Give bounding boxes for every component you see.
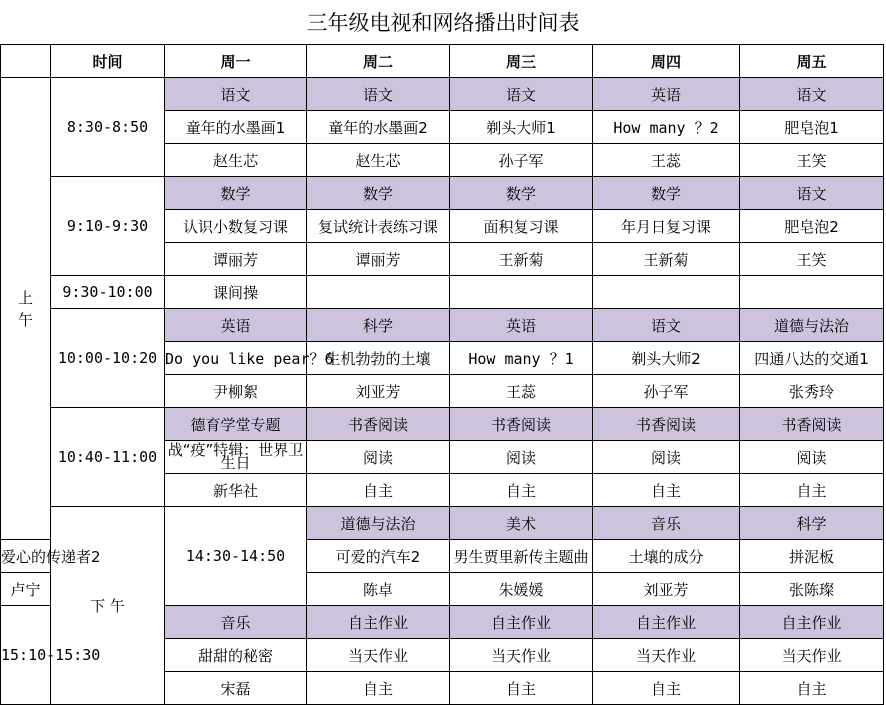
header-tue: 周二 bbox=[307, 45, 450, 78]
header-thu: 周四 bbox=[593, 45, 740, 78]
subject-cell: 英语 bbox=[450, 309, 593, 342]
teacher-cell: 自主 bbox=[593, 672, 740, 705]
header-row bbox=[1, 45, 884, 78]
schedule-table bbox=[0, 44, 884, 705]
lesson-cell: 认识小数复习课 bbox=[165, 210, 307, 243]
empty-cell bbox=[593, 276, 740, 309]
teacher-cell: 卢宁 bbox=[1, 573, 51, 606]
subject-cell: 自主作业 bbox=[307, 606, 450, 639]
lesson-cell: 四通八达的交通1 bbox=[740, 342, 884, 375]
afternoon-label: 下 午 bbox=[51, 507, 165, 705]
break-cell: 课间操 bbox=[165, 276, 307, 309]
lesson-cell: 阅读 bbox=[740, 441, 884, 474]
table-row bbox=[1, 507, 884, 540]
subject-cell: 数学 bbox=[165, 177, 307, 210]
lesson-cell: 年月日复习课 bbox=[593, 210, 740, 243]
lesson-cell: 拼泥板 bbox=[740, 540, 884, 573]
lesson-cell: 阅读 bbox=[307, 441, 450, 474]
lesson-cell: Do you like pear？6 bbox=[165, 342, 307, 375]
empty-cell bbox=[740, 276, 884, 309]
teacher-cell: 自主 bbox=[740, 474, 884, 507]
lesson-cell: 甜甜的秘密 bbox=[165, 639, 307, 672]
lesson-cell: 男生贾里新传主题曲 bbox=[450, 540, 593, 573]
table-row bbox=[1, 177, 884, 210]
time-cell: 10:00-10:20 bbox=[51, 309, 165, 408]
subject-cell: 英语 bbox=[593, 78, 740, 111]
teacher-cell: 张秀玲 bbox=[740, 375, 884, 408]
empty-cell bbox=[450, 276, 593, 309]
subject-cell: 音乐 bbox=[593, 507, 740, 540]
lesson-cell: 当天作业 bbox=[740, 639, 884, 672]
table-row bbox=[1, 309, 884, 342]
table-row bbox=[1, 276, 884, 309]
lesson-cell: 可爱的汽车2 bbox=[307, 540, 450, 573]
lesson-cell: 复试统计表练习课 bbox=[307, 210, 450, 243]
subject-cell: 语文 bbox=[165, 78, 307, 111]
subject-cell: 书香阅读 bbox=[740, 408, 884, 441]
header-fri: 周五 bbox=[740, 45, 884, 78]
teacher-cell: 王蕊 bbox=[450, 375, 593, 408]
subject-cell: 语文 bbox=[740, 78, 884, 111]
lesson-cell: 战“疫”特辑：世界卫生日 bbox=[165, 441, 307, 474]
lesson-cell: 土壤的成分 bbox=[593, 540, 740, 573]
teacher-cell: 尹柳絮 bbox=[165, 375, 307, 408]
teacher-cell: 孙子军 bbox=[450, 144, 593, 177]
subject-cell: 数学 bbox=[307, 177, 450, 210]
subject-cell: 科学 bbox=[307, 309, 450, 342]
subject-cell: 数学 bbox=[450, 177, 593, 210]
table-row bbox=[1, 408, 884, 441]
lesson-cell: 阅读 bbox=[593, 441, 740, 474]
subject-cell: 自主作业 bbox=[450, 606, 593, 639]
lesson-cell: 剃头大师1 bbox=[450, 111, 593, 144]
teacher-cell: 王笑 bbox=[740, 144, 884, 177]
subject-cell: 自主作业 bbox=[740, 606, 884, 639]
lesson-cell: 童年的水墨画1 bbox=[165, 111, 307, 144]
teacher-cell: 陈卓 bbox=[307, 573, 450, 606]
teacher-cell: 王蕊 bbox=[593, 144, 740, 177]
morning-label: 上午 bbox=[1, 78, 51, 540]
header-wed: 周三 bbox=[450, 45, 593, 78]
time-cell: 14:30-14:50 bbox=[165, 507, 307, 606]
subject-cell: 道德与法治 bbox=[740, 309, 884, 342]
teacher-cell: 自主 bbox=[740, 672, 884, 705]
teacher-cell: 自主 bbox=[450, 672, 593, 705]
teacher-cell: 自主 bbox=[307, 672, 450, 705]
teacher-cell: 刘亚芳 bbox=[307, 375, 450, 408]
lesson-cell: How many ？2 bbox=[593, 111, 740, 144]
subject-cell: 音乐 bbox=[165, 606, 307, 639]
lesson-cell: 生机勃勃的土壤 bbox=[307, 342, 450, 375]
lesson-cell: 阅读 bbox=[450, 441, 593, 474]
teacher-cell: 刘亚芳 bbox=[593, 573, 740, 606]
teacher-cell: 自主 bbox=[307, 474, 450, 507]
subject-cell: 语文 bbox=[593, 309, 740, 342]
teacher-cell: 王新菊 bbox=[593, 243, 740, 276]
teacher-cell: 谭丽芳 bbox=[307, 243, 450, 276]
subject-cell: 美术 bbox=[450, 507, 593, 540]
empty-cell bbox=[307, 276, 450, 309]
teacher-cell: 王笑 bbox=[740, 243, 884, 276]
subject-cell: 语文 bbox=[740, 177, 884, 210]
subject-cell: 英语 bbox=[165, 309, 307, 342]
subject-cell: 自主作业 bbox=[593, 606, 740, 639]
lesson-cell: 面积复习课 bbox=[450, 210, 593, 243]
lesson-cell: 爱心的传递者2 bbox=[1, 540, 51, 573]
subject-cell: 道德与法治 bbox=[307, 507, 450, 540]
teacher-cell: 王新菊 bbox=[450, 243, 593, 276]
teacher-cell: 谭丽芳 bbox=[165, 243, 307, 276]
lesson-cell: 当天作业 bbox=[450, 639, 593, 672]
page-title: 三年级电视和网络播出时间表 bbox=[306, 11, 580, 35]
lesson-cell: 剃头大师2 bbox=[593, 342, 740, 375]
subject-cell: 语文 bbox=[450, 78, 593, 111]
teacher-cell: 自主 bbox=[450, 474, 593, 507]
lesson-cell: How many ？1 bbox=[450, 342, 593, 375]
corner-cell bbox=[1, 45, 51, 78]
time-cell: 15:10-15:30 bbox=[1, 606, 51, 705]
teacher-cell: 宋磊 bbox=[165, 672, 307, 705]
teacher-cell: 赵生芯 bbox=[307, 144, 450, 177]
time-cell: 8:30-8:50 bbox=[51, 78, 165, 177]
lesson-cell: 肥皂泡2 bbox=[740, 210, 884, 243]
subject-cell: 数学 bbox=[593, 177, 740, 210]
header-time: 时间 bbox=[51, 45, 165, 78]
lesson-cell: 当天作业 bbox=[593, 639, 740, 672]
lesson-cell: 肥皂泡1 bbox=[740, 111, 884, 144]
teacher-cell: 孙子军 bbox=[593, 375, 740, 408]
header-mon: 周一 bbox=[165, 45, 307, 78]
lesson-cell: 童年的水墨画2 bbox=[307, 111, 450, 144]
subject-cell: 德育学堂专题 bbox=[165, 408, 307, 441]
time-cell: 10:40-11:00 bbox=[51, 408, 165, 507]
time-cell: 9:30-10:00 bbox=[51, 276, 165, 309]
subject-cell: 书香阅读 bbox=[450, 408, 593, 441]
table-row bbox=[1, 78, 884, 111]
subject-cell: 书香阅读 bbox=[307, 408, 450, 441]
subject-cell: 科学 bbox=[740, 507, 884, 540]
teacher-cell: 张陈璨 bbox=[740, 573, 884, 606]
teacher-cell: 新华社 bbox=[165, 474, 307, 507]
subject-cell: 书香阅读 bbox=[593, 408, 740, 441]
lesson-cell: 当天作业 bbox=[307, 639, 450, 672]
teacher-cell: 自主 bbox=[593, 474, 740, 507]
time-cell: 9:10-9:30 bbox=[51, 177, 165, 276]
teacher-cell: 朱媛媛 bbox=[450, 573, 593, 606]
teacher-cell: 赵生芯 bbox=[165, 144, 307, 177]
subject-cell: 语文 bbox=[307, 78, 450, 111]
